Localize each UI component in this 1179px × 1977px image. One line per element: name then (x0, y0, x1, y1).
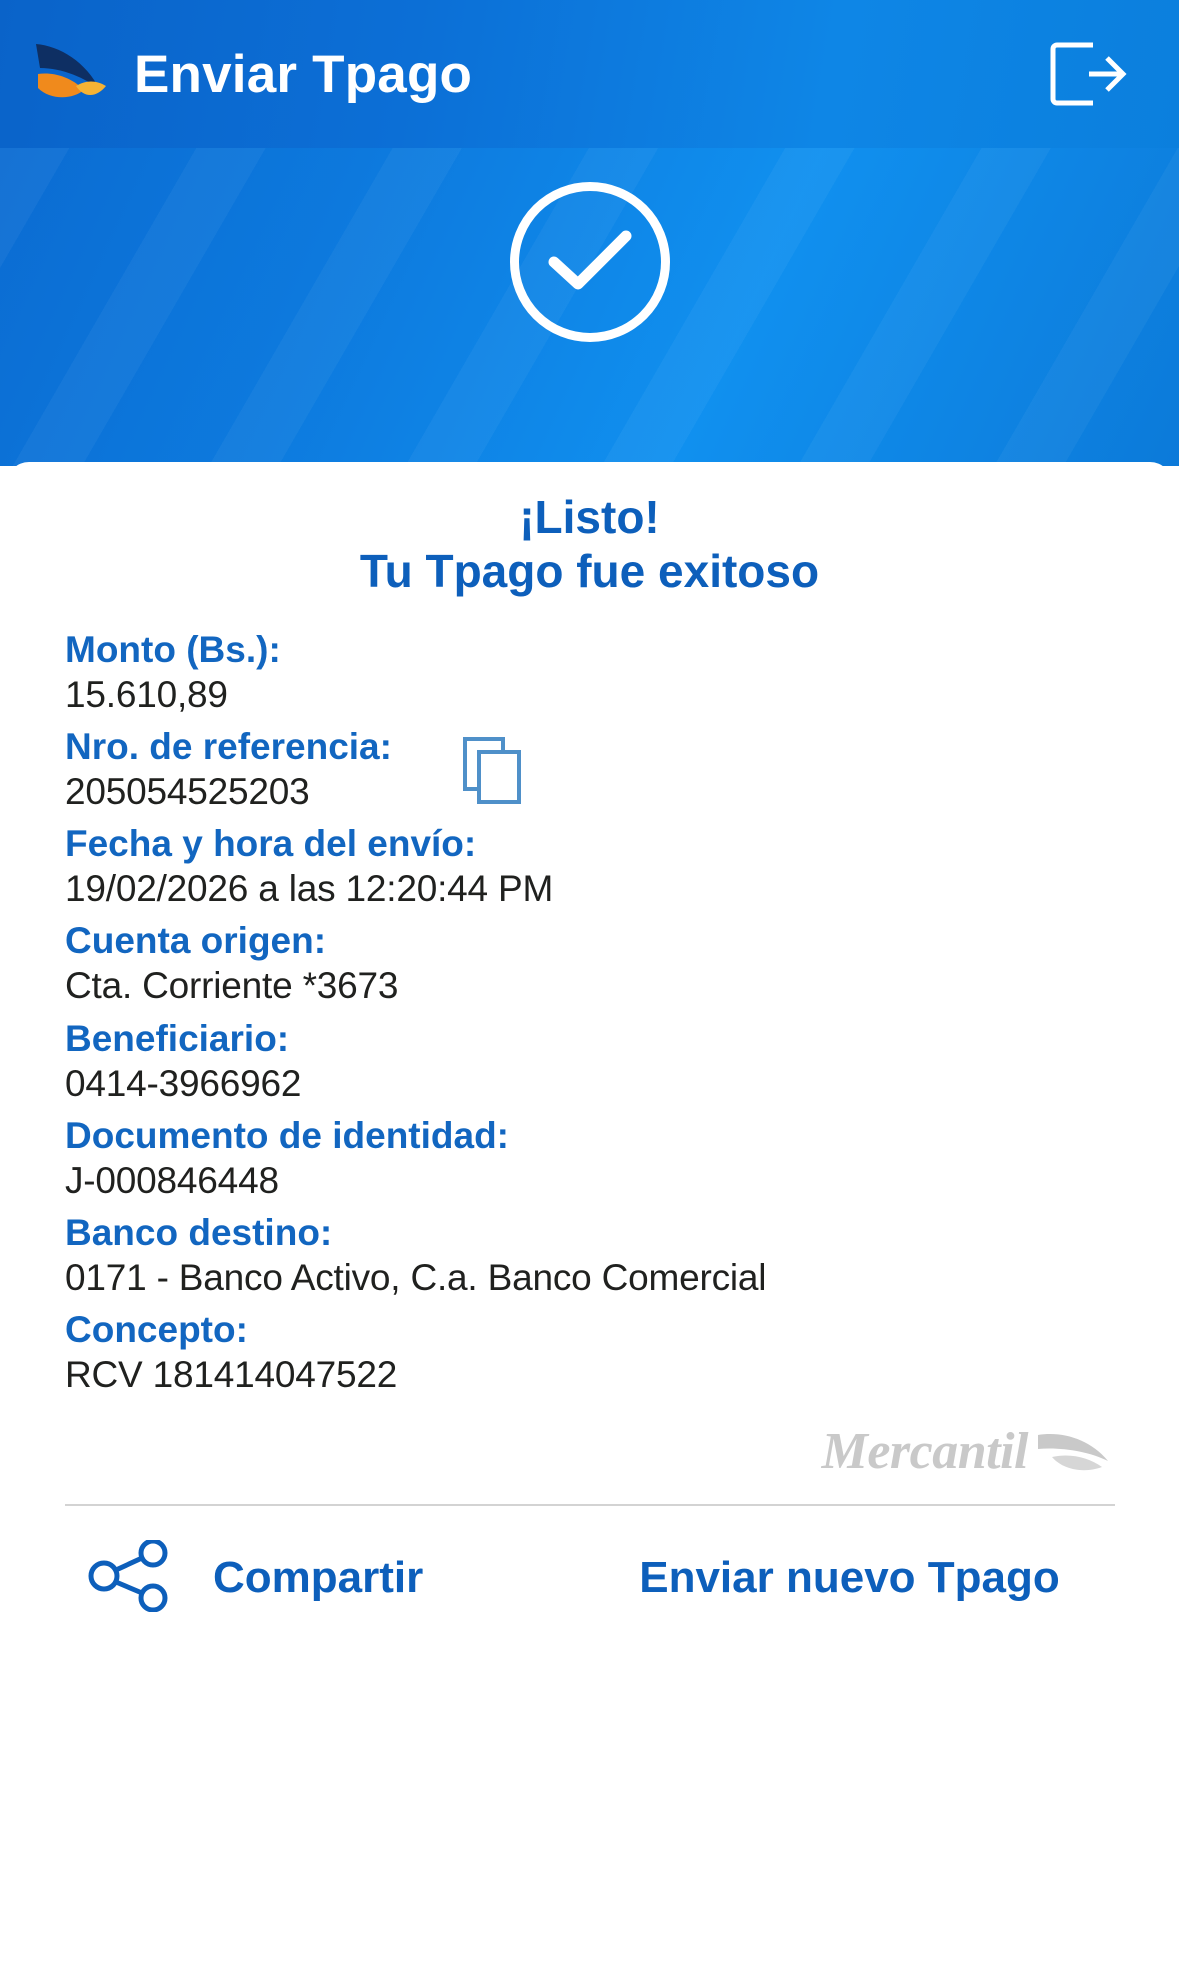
detail-row-fecha (65, 819, 1114, 916)
detail-value: 0171 - Banco Activo, C.a. Banco Comercial (65, 1257, 767, 1299)
share-label: Compartir (213, 1553, 424, 1603)
detail-label: Concepto: (65, 1309, 248, 1351)
receipt-details (65, 625, 1114, 1403)
receipt-card (7, 462, 1172, 1852)
detail-label: Documento de identidad: (65, 1114, 509, 1156)
detail-value: 205054525203 (65, 770, 310, 812)
watermark-label: Mercantil (821, 1422, 1028, 1480)
send-new-tpago-button[interactable]: Enviar nuevo Tpago (639, 1552, 1060, 1602)
detail-value: 19/02/2026 a las 12:20:44 PM (65, 868, 554, 910)
detail-value: J-000846448 (65, 1159, 279, 1201)
detail-label: Fecha y hora del envío: (65, 823, 477, 865)
detail-label: Monto (Bs.): (65, 628, 281, 670)
detail-value: 15.610,89 (65, 673, 228, 715)
receipt-title-line1: ¡Listo! (519, 491, 660, 543)
copy-icon[interactable] (462, 736, 524, 806)
actions-divider (65, 1504, 1115, 1506)
detail-row-cuenta-origen (65, 916, 1114, 1013)
detail-row-documento (65, 1111, 1114, 1208)
receipt-title-line2: Tu Tpago fue exitoso (359, 545, 820, 598)
detail-label: Beneficiario: (65, 1017, 290, 1059)
share-button[interactable] (65, 1540, 625, 1617)
detail-row-beneficiario (65, 1014, 1114, 1111)
receipt-title (65, 490, 1114, 599)
app-header (0, 0, 1179, 148)
detail-value: Cta. Corriente *3673 (65, 965, 399, 1007)
detail-row-monto (65, 625, 1114, 722)
detail-value: RCV 181414047522 (65, 1354, 398, 1396)
detail-row-concepto (65, 1305, 1114, 1402)
detail-row-referencia (65, 722, 1114, 819)
success-check-icon (510, 182, 670, 342)
actions-bar (65, 1540, 1114, 1617)
tpago-swoosh-logo-icon (26, 28, 118, 120)
logout-icon[interactable] (1043, 34, 1133, 114)
mercantil-swoosh-icon (1036, 1421, 1112, 1482)
success-hero (0, 148, 1179, 466)
detail-label: Nro. de referencia: (65, 725, 392, 767)
share-icon (85, 1540, 171, 1617)
mercantil-watermark (65, 1421, 1114, 1482)
detail-label: Cuenta origen: (65, 920, 327, 962)
detail-row-banco-destino (65, 1208, 1114, 1305)
detail-label: Banco destino: (65, 1212, 333, 1254)
detail-value: 0414-3966962 (65, 1062, 302, 1104)
page-title: Enviar Tpago (134, 44, 473, 104)
